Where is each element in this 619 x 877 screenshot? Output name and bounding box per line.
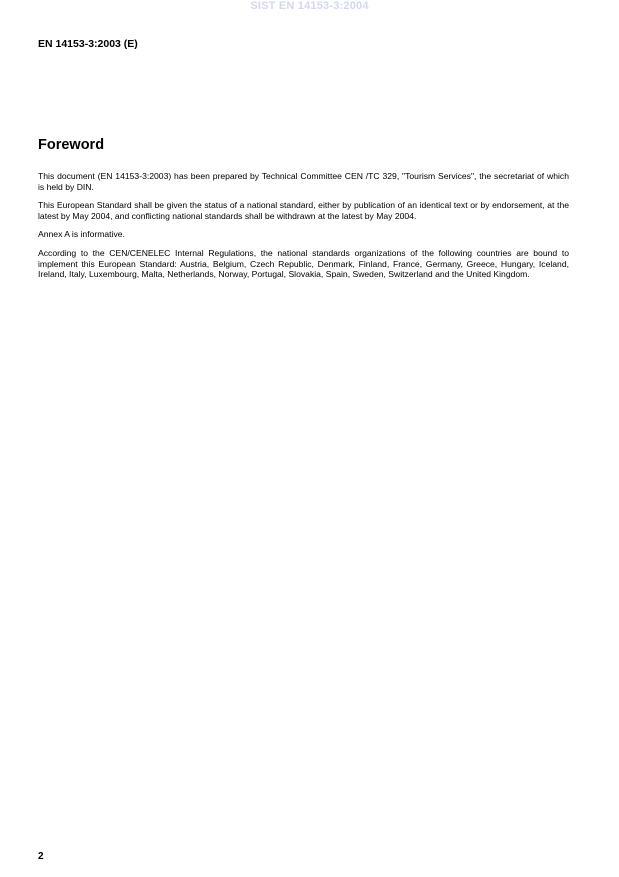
document-id-header: EN 14153-3:2003 (E) — [38, 38, 138, 50]
foreword-body — [38, 171, 569, 288]
foreword-paragraph-status: This European Standard shall be given the status of a national standard, either by publication of an identical text or by endorsement, at the latest by May 2004, and conflicting national standards shall be withdrawn at the latest by May 2004. — [38, 200, 569, 221]
foreword-paragraph-committee: This document (EN 14153-3:2003) has been prepared by Technical Committee CEN /TC 329, "Tourism Services", the secretariat of which is held by DIN. — [38, 171, 569, 192]
watermark-text: SIST EN 14153-3:2004 — [250, 0, 369, 12]
foreword-paragraph-countries: According to the CEN/CENELEC Internal Regulations, the national standards organizations of the following countries are bound to implement this European Standard: Austria, Belgium, Czech Republic, Denmark, Finland, France, Germany, Greece, Hungary, Iceland, Ireland, Italy, Luxembourg, Malta, Netherlands, Norway, Portugal, Slovakia, Spain, Sweden, Switzerland and the United Kingdom. — [38, 247, 569, 280]
page-number: 2 — [38, 851, 44, 862]
foreword-paragraph-annex: Annex A is informative. — [38, 229, 125, 240]
foreword-heading: Foreword — [38, 137, 105, 153]
